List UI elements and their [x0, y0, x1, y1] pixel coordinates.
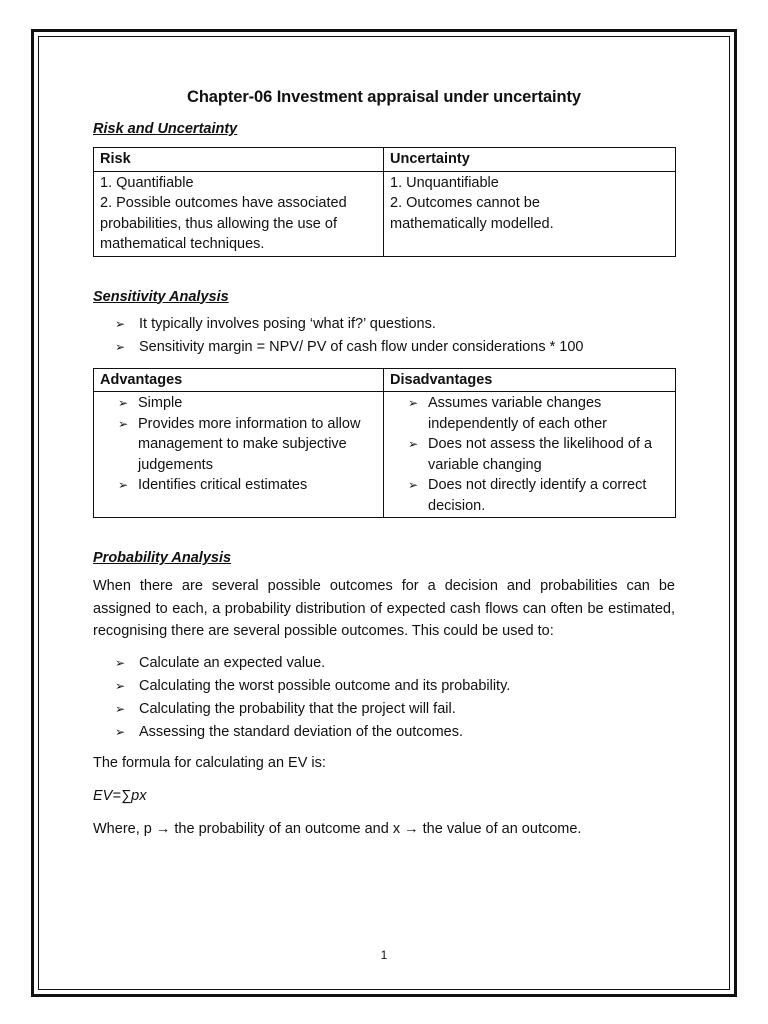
disadvantages-cell: [384, 392, 676, 518]
arrow-bullet-icon: ➢: [115, 316, 126, 331]
arrow-bullet-icon: ➢: [115, 339, 126, 354]
risk-line: 1. Quantifiable: [100, 174, 194, 191]
ev-formula: EV=∑px: [93, 787, 147, 804]
document-title: Chapter-06 Investment appraisal under uncertainty: [187, 88, 581, 106]
risk-line: probabilities, thus allowing the use of: [100, 215, 337, 232]
arrow-bullet-icon: ➢: [118, 396, 129, 410]
uncertainty-line: 2. Outcomes cannot be: [390, 195, 540, 211]
arrow-bullet-icon: ➢: [115, 678, 126, 693]
arrow-bullet-icon: ➢: [408, 478, 419, 492]
list-item: ➢ Identifies critical estimates: [94, 475, 377, 496]
risk-uncertainty-table: [93, 147, 676, 257]
arrow-bullet-icon: ➢: [115, 655, 126, 670]
list-item: ➢ Provides more information to allow management to make subjective judgements: [118, 415, 361, 473]
risk-line: 2. Possible outcomes have associated: [100, 195, 347, 211]
table-header-row: [94, 148, 676, 172]
uncertainty-cell: [384, 171, 676, 256]
list-item: ➢ Simple: [94, 393, 377, 414]
list-item: ➢ Assumes variable changes independently of each other: [408, 395, 607, 432]
table-row: [94, 392, 676, 518]
advantages-cell: [94, 392, 384, 518]
column-header-risk: Risk: [94, 148, 384, 172]
list-item: ➢ Calculate an expected value.: [93, 652, 675, 675]
list-item: ➢ Does not directly identify a correct decision.: [408, 477, 647, 514]
right-arrow-icon: →: [404, 820, 419, 837]
column-header-disadvantages: Disadvantages: [384, 368, 676, 392]
table-header-row: [94, 368, 676, 392]
list-item: ➢ Calculating the probability that the project will fail.: [93, 698, 675, 721]
section-heading-probability: Probability Analysis: [93, 550, 232, 566]
list-item: ➢ Calculating the worst possible outcome and its probability.: [93, 675, 675, 698]
list-item: ➢ Sensitivity margin = NPV/ PV of cash flow under considerations * 100: [93, 336, 675, 359]
page-number: 1: [380, 948, 388, 962]
sensitivity-bullets: [93, 313, 675, 359]
arrow-bullet-icon: ➢: [115, 701, 126, 716]
right-arrow-icon: →: [155, 820, 171, 837]
advantages-disadvantages-table: [93, 368, 676, 519]
risk-line: mathematical techniques.: [100, 236, 265, 252]
list-item: ➢ It typically involves posing ‘what if?’ questions.: [93, 313, 675, 336]
list-item: ➢ Does not assess the likelihood of a variable changing: [408, 436, 653, 473]
arrow-bullet-icon: ➢: [408, 396, 419, 410]
formula-definition: Where, p → the probability of an outcome and x → the value of an outcome.: [93, 820, 582, 837]
formula-intro: The formula for calculating an EV is:: [93, 754, 326, 771]
arrow-bullet-icon: ➢: [118, 416, 129, 431]
arrow-bullet-icon: ➢: [118, 478, 129, 492]
section-heading-risk-uncertainty: Risk and Uncertainty: [93, 121, 238, 137]
column-header-advantages: Advantages: [94, 368, 384, 392]
risk-cell: [94, 171, 384, 256]
probability-intro: When there are several possible outcomes for a decision and probabilities can be assigned to each, a probability distribution of expected cash flows can often be estimated, recognising there are several possible outcomes. This could be used to:: [93, 578, 675, 639]
column-header-uncertainty: Uncertainty: [384, 148, 676, 172]
uncertainty-line: mathematically modelled.: [390, 215, 554, 232]
document-body: [93, 88, 675, 840]
section-heading-sensitivity: Sensitivity Analysis: [93, 288, 229, 305]
arrow-bullet-icon: ➢: [115, 724, 126, 739]
arrow-bullet-icon: ➢: [408, 437, 419, 451]
uncertainty-line: 1. Unquantifiable: [390, 174, 499, 191]
probability-bullets: [93, 652, 675, 744]
table-row: [94, 171, 676, 256]
list-item: ➢ Assessing the standard deviation of the outcomes.: [93, 721, 675, 744]
